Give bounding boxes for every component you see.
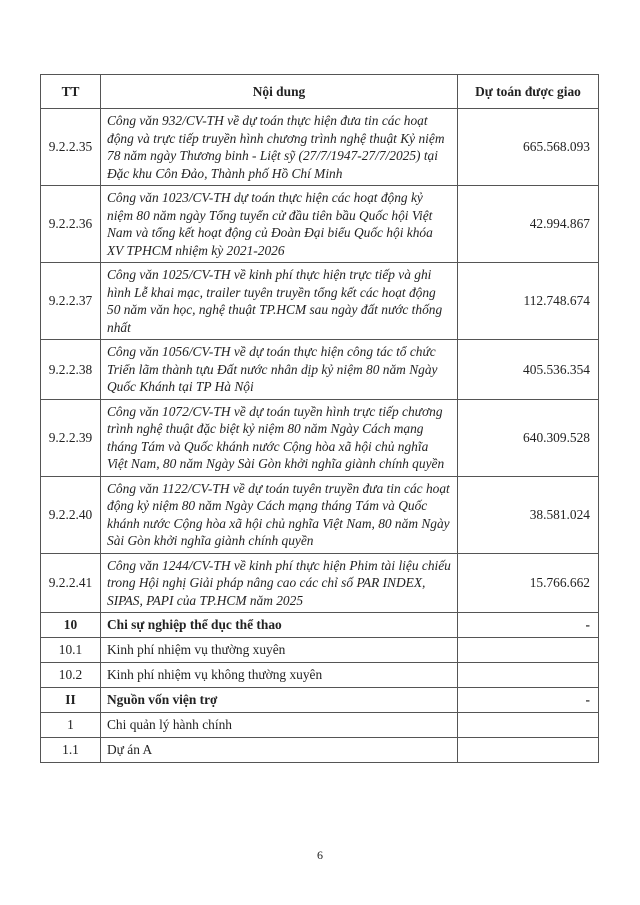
header-tt: TT [41, 75, 101, 109]
row-amount: 665.568.093 [458, 109, 599, 186]
row-tt: 9.2.2.38 [41, 340, 101, 400]
row-content: Công văn 1056/CV-TH về dự toán thực hiện công tác tổ chức Triển lãm thành tựu Đất nước nhân dịp kỷ niệm 80 năm Ngày Quốc Khánh tại TP Hà Nội [101, 340, 458, 400]
table-row [41, 340, 599, 400]
budget-table [40, 74, 599, 763]
row-content: Công văn 932/CV-TH về dự toán thực hiện đưa tin các hoạt động và trực tiếp truyền hình chương trình nghệ thuật Kỷ niệm 78 năm ngày Thương binh - Liệt sỹ (27/7/1947-27/7/2025) tại Đặc khu Côn Đảo, Thành phố Hồ Chí Minh [101, 109, 458, 186]
table-row [41, 553, 599, 613]
row-content: Dự án A [101, 738, 458, 763]
row-tt: 10 [41, 613, 101, 638]
row-tt: 1.1 [41, 738, 101, 763]
row-amount [458, 638, 599, 663]
table-row [41, 713, 599, 738]
row-amount: 38.581.024 [458, 476, 599, 553]
header-content: Nội dung [101, 75, 458, 109]
row-tt: 9.2.2.39 [41, 399, 101, 476]
table-row [41, 109, 599, 186]
row-amount: - [458, 688, 599, 713]
row-amount: 405.536.354 [458, 340, 599, 400]
table-row [41, 186, 599, 263]
row-content: Chi quản lý hành chính [101, 713, 458, 738]
row-tt: 9.2.2.36 [41, 186, 101, 263]
row-amount [458, 663, 599, 688]
table-row [41, 476, 599, 553]
header-amount: Dự toán được giao [458, 75, 599, 109]
row-tt: II [41, 688, 101, 713]
row-amount: 112.748.674 [458, 263, 599, 340]
table-row [41, 263, 599, 340]
row-amount: - [458, 613, 599, 638]
row-tt: 10.1 [41, 638, 101, 663]
table-header-row [41, 75, 599, 109]
row-content: Công văn 1244/CV-TH về kinh phí thực hiện Phim tài liệu chiếu trong Hội nghị Giải pháp nâng cao các chỉ số PAR INDEX, SIPAS, PAPI của TP.HCM năm 2025 [101, 553, 458, 613]
row-tt: 9.2.2.35 [41, 109, 101, 186]
row-tt: 9.2.2.41 [41, 553, 101, 613]
row-amount: 42.994.867 [458, 186, 599, 263]
table-row [41, 738, 599, 763]
row-tt: 1 [41, 713, 101, 738]
row-amount [458, 738, 599, 763]
page-number: 6 [317, 848, 323, 862]
row-content: Công văn 1122/CV-TH về dự toán tuyên truyền đưa tin các hoạt động kỷ niệm 80 năm Ngày Cách mạng tháng Tám và Quốc khánh nước Cộng hòa xã hội chủ nghĩa Việt Nam, 80 năm Ngày Sài Gòn khởi nghĩa giành chính quyền [101, 476, 458, 553]
row-amount [458, 713, 599, 738]
table-row [41, 613, 599, 638]
row-content: Kinh phí nhiệm vụ thường xuyên [101, 638, 458, 663]
row-content: Công văn 1025/CV-TH về kinh phí thực hiện trực tiếp và ghi hình Lễ khai mạc, trailer tuyên truyền tổng kết các hoạt động 50 năm văn học, nghệ thuật TP.HCM sau ngày đất nước thống nhất [101, 263, 458, 340]
row-content: Công văn 1023/CV-TH dự toán thực hiện các hoạt động kỷ niệm 80 năm ngày Tổng tuyển cử đầu tiên bầu Quốc hội Việt Nam và tổng kết hoạt động củ Đoàn Đại biểu Quốc hội khóa XV TPHCM nhiệm kỳ 2021-2026 [101, 186, 458, 263]
row-amount: 640.309.528 [458, 399, 599, 476]
row-tt: 9.2.2.40 [41, 476, 101, 553]
table-row [41, 663, 599, 688]
row-content: Kinh phí nhiệm vụ không thường xuyên [101, 663, 458, 688]
row-content: Công văn 1072/CV-TH về dự toán tuyền hình trực tiếp chương trình nghệ thuật đặc biệt kỷ niệm 80 năm Ngày Cách mạng tháng Tám và Quốc khánh nước Cộng hòa xã hội chủ nghĩa Việt Nam, 80 năm Ngày Sài Gòn khởi nghĩa giành chính quyền [101, 399, 458, 476]
table-row [41, 688, 599, 713]
table-row [41, 399, 599, 476]
row-amount: 15.766.662 [458, 553, 599, 613]
table-row [41, 638, 599, 663]
row-content: Chi sự nghiệp thể dục thể thao [101, 613, 458, 638]
row-tt: 9.2.2.37 [41, 263, 101, 340]
row-content: Nguồn vốn viện trợ [101, 688, 458, 713]
row-tt: 10.2 [41, 663, 101, 688]
